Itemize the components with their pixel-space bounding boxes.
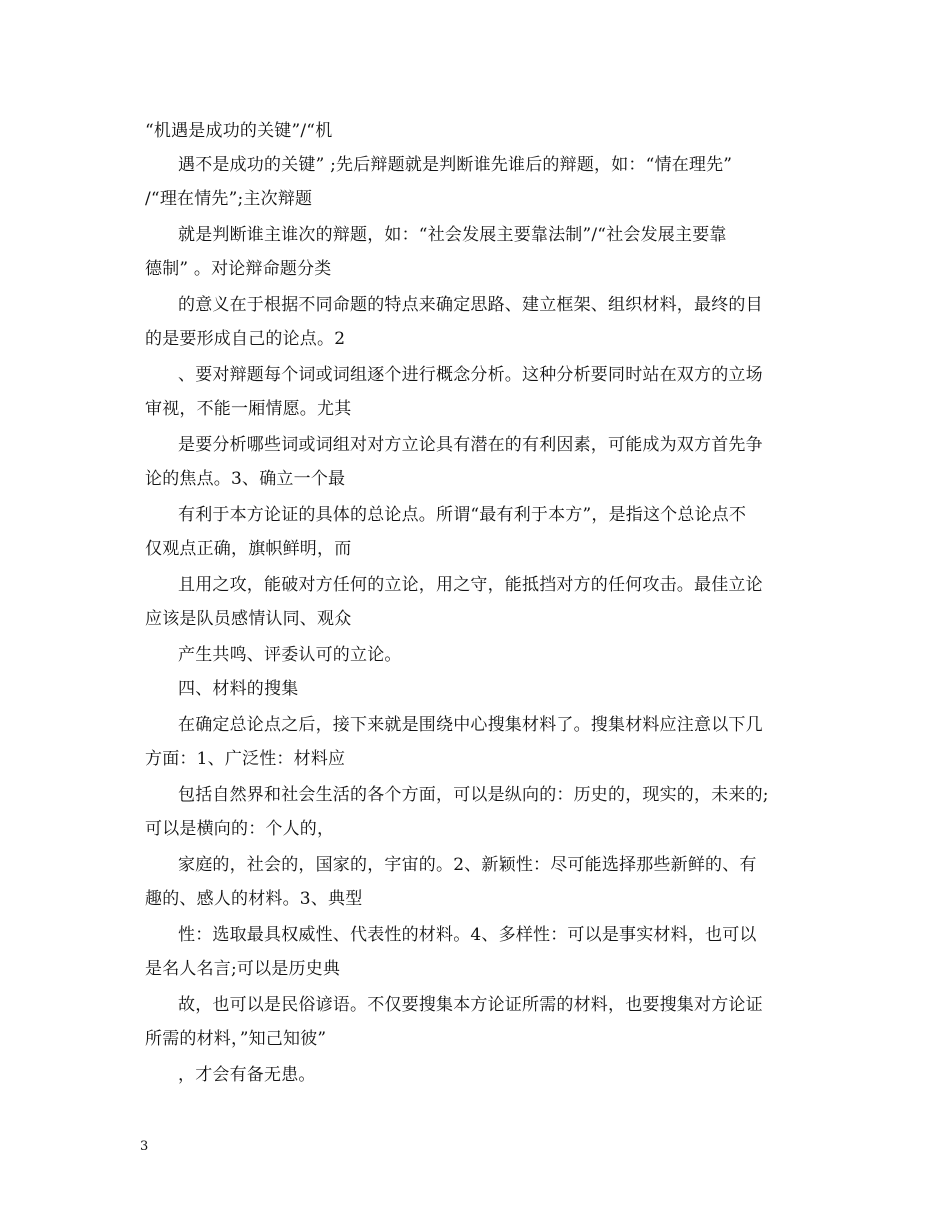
- text-line: 是名人名言;可以是历史典: [145, 959, 341, 979]
- section-heading: 四、材料的搜集: [178, 679, 299, 699]
- text-line: 性：选取最具权威性、代表性的材料。4、多样性：可以是事实材料，也可以: [178, 925, 757, 945]
- text-line: 论的焦点。3、确立一个最: [145, 469, 346, 489]
- text-line: 且用之攻，能破对方任何的立论，用之守，能抵挡对方的任何攻击。最佳立论: [178, 575, 763, 595]
- text-line: /“理在情先”;主次辩题: [145, 189, 313, 209]
- text-line: 应该是队员感情认同、观众: [145, 609, 352, 629]
- text-line: 家庭的，社会的，国家的，宇宙的。2、新颖性：尽可能选择那些新鲜的、有: [178, 855, 757, 875]
- text-line: 的意义在于根据不同命题的特点来确定思路、建立框架、组织材料，最终的目: [178, 295, 763, 315]
- page-number: 3: [140, 1139, 149, 1154]
- text-line: 仅观点正确，旗帜鲜明，而: [145, 539, 352, 559]
- text-line: 、要对辩题每个词或词组逐个进行概念分析。这种分析要同时站在双方的立场: [178, 365, 763, 385]
- text-line: 的是要形成自己的论点。2: [145, 329, 346, 349]
- text-line: ，才会有备无患。: [178, 1065, 316, 1085]
- text-line: 有利于本方论证的具体的总论点。所谓“最有利于本方”，是指这个总论点不: [178, 505, 747, 525]
- text-line: “机遇是成功的关键”/“机: [145, 121, 333, 141]
- text-line: 审视，不能一厢情愿。尤其: [145, 399, 352, 419]
- text-line: 遇不是成功的关键” ;先后辩题就是判断谁先谁后的辩题，如：“情在理先”: [178, 155, 733, 175]
- text-line: 所需的材料，”知己知彼”: [145, 1029, 327, 1049]
- text-line: 包括自然界和社会生活的各个方面，可以是纵向的：历史的，现实的，未来的;: [178, 785, 769, 805]
- text-line: 德制” 。对论辩命题分类: [145, 259, 332, 279]
- text-line: 可以是横向的：个人的，: [145, 819, 335, 839]
- text-line: 在确定总论点之后，接下来就是围绕中心搜集材料了。搜集材料应注意以下几: [178, 715, 763, 735]
- text-line: 故，也可以是民俗谚语。不仅要搜集本方论证所需的材料，也要搜集对方论证: [178, 995, 763, 1015]
- text-line: 就是判断谁主谁次的辩题，如：“社会发展主要靠法制”/“社会发展主要靠: [178, 225, 727, 245]
- text-line: 方面：1、广泛性：材料应: [145, 749, 346, 769]
- text-line: 是要分析哪些词或词组对对方立论具有潜在的有利因素，可能成为双方首先争: [178, 435, 763, 455]
- text-line: 趣的、感人的材料。3、典型: [145, 889, 363, 909]
- text-line: 产生共鸣、评委认可的立论。: [178, 645, 402, 665]
